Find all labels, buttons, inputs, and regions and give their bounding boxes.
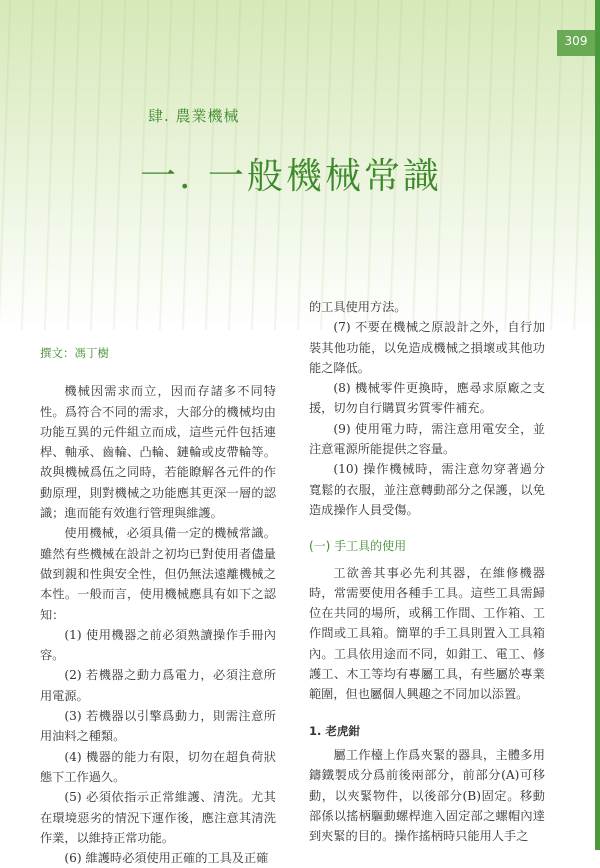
page-number: 309 <box>564 34 588 48</box>
section-label: 肆. 農業機械 <box>148 107 240 125</box>
list-item: (2) 若機器之動力爲電力，必須注意所用電源。 <box>40 668 276 703</box>
side-color-strip <box>595 0 600 850</box>
paragraph: 使用機械，必須具備一定的機械常識。雖然有些機械在設計之初均已對使用者儘量做到親和性與安全性，但仍無法遠離機械之本性。一般而言，使用機械應具有如下之認知： <box>40 526 276 622</box>
subsection-title: (一) 手工具的使用 <box>309 539 407 554</box>
right-column <box>309 297 545 846</box>
list-item: (7) 不要在機械之原設計之外，自行加裝其他功能，以免造成機械之損壞或其他功能之降低。 <box>309 320 545 375</box>
list-item: (8) 機械零件更換時，應尋求原廠之支援，切勿自行購買劣質零件補充。 <box>309 381 545 416</box>
left-column <box>40 343 276 868</box>
paragraph: 屬工作檯上作爲夾緊的器具，主體多用鑄鐵製成分爲前後兩部分，前部分(A)可移動，以夾緊物件，以後部分(B)固定。移動部係以搖柄驅動螺桿進入固定部之螺帽內達到夾緊的目的。操作搖柄時只能用人手之 <box>309 747 545 844</box>
list-item: (5) 必須依指示正常維護、清洗。尤其在環境惡劣的情況下運作後，應注意其清洗作業，以維持正常功能。 <box>40 790 276 845</box>
paragraph: 機械因需求而立，因而存諸多不同特性。爲符合不同的需求，大部分的機械均由功能互異的元件組立而成，這些元件包括連桿、軸承、齒輪、凸輪、鏈輪或皮帶輪等。故與機械爲伍之同時，若能瞭解各元件的作動原理，則對機械之功能應其更深一層的認識；進而能有效進行管理與維護。 <box>40 384 276 521</box>
list-item: (4) 機器的能力有限，切勿在超負荷狀態下工作過久。 <box>40 749 276 784</box>
list-item: (3) 若機器以引擎爲動力，則需注意所用油料之種類。 <box>40 709 276 744</box>
page-title: 一. 一般機械常識 <box>140 156 442 197</box>
author-line: 撰文：馮丁樹 <box>40 346 109 360</box>
spacer <box>309 520 545 528</box>
list-item: (1) 使用機器之前必須熟讀操作手冊內容。 <box>40 627 276 663</box>
paragraph: 工欲善其事必先利其器，在維修機器時，常需要使用各種手工具。這些工具需歸位在共同的場所，或稱工作間、工作箱、工作間或工具箱。簡單的手工具則置入工具箱內。工具依用途而不同，如鉗工、電工、修護工、木工等均有專屬工具，有些屬於專業範圍，但也屬個人興趣之不同加以添置。 <box>309 565 545 702</box>
paragraph: 的工具使用方法。 <box>309 300 407 314</box>
list-item: (10) 操作機械時，需注意勿穿著過分寬鬆的衣服，並注意轉動部分之保護，以免造成操作人員受傷。 <box>309 462 545 517</box>
list-item: (9) 使用電力時，需注意用電安全，並注意電源所能提供之容量。 <box>309 421 545 457</box>
item-title: 1. 老虎鉗 <box>309 723 360 738</box>
spacer <box>309 705 545 713</box>
list-item: (6) 維護時必須使用正確的工具及正確 <box>64 851 269 866</box>
